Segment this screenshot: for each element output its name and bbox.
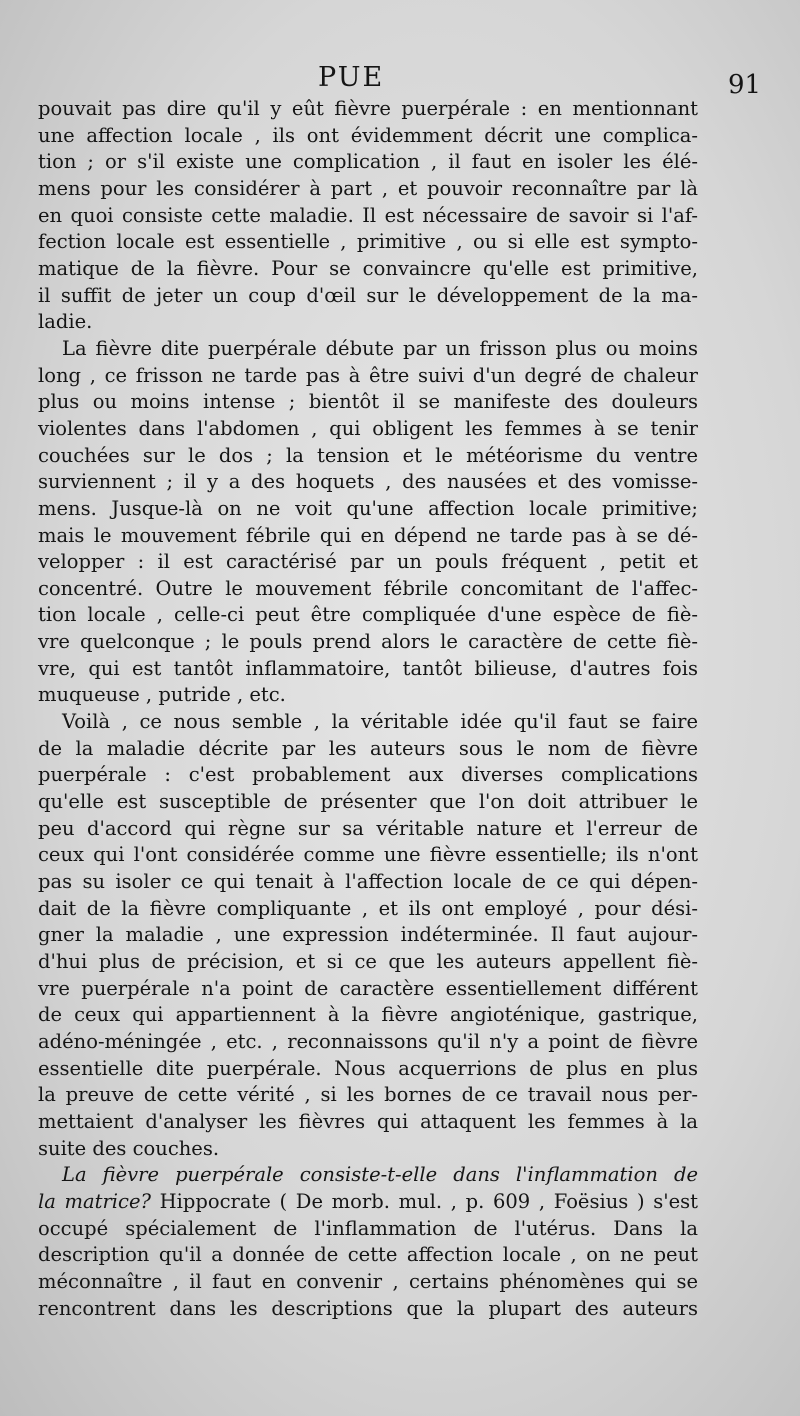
text-line: peu d'accord qui règne sur sa véritable nature et l'erreur de — [38, 816, 698, 840]
text-line: la preuve de cette vérité , si les bornes de ce travail nous per- — [38, 1083, 698, 1107]
text-line: matique de la fièvre. Pour se convaincre qu'elle est primitive, — [38, 256, 698, 280]
text-line: suite des couches. — [38, 1136, 220, 1160]
body-text — [38, 96, 698, 1322]
italic-question-end: la matrice? — [38, 1189, 151, 1213]
text-line: puerpérale : c'est probablement aux diverses complications — [38, 763, 698, 787]
text-line: vre, qui est tantôt inflammatoire, tantôt bilieuse, d'autres fois — [38, 656, 698, 680]
text-line-remainder: Hippocrate ( De morb. mul. , p. 609 , Foësius ) s'est — [159, 1189, 698, 1213]
text-line: couchées sur le dos ; la tension et le météorisme du ventre — [38, 443, 698, 467]
text-line: une affection locale , ils ont évidemment décrit une complica- — [38, 123, 698, 147]
text-line: vre quelconque ; le pouls prend alors le caractère de cette fiè- — [38, 630, 698, 654]
text-line: mens pour les considérer à part , et pouvoir reconnaître par là — [38, 176, 698, 200]
text-line: il suffit de jeter un coup d'œil sur le développement de la ma- — [38, 283, 698, 307]
text-line: velopper : il est caractérisé par un pouls fréquent , petit et — [38, 550, 698, 574]
page-number: 91 — [728, 70, 762, 100]
text-line: plus ou moins intense ; bientôt il se manifeste des douleurs — [38, 390, 698, 414]
text-line: dait de la fièvre compliquante , et ils ont employé , pour dési- — [38, 896, 698, 920]
text-line: méconnaître , il faut en convenir , certains phénomènes qui se — [38, 1269, 698, 1293]
text-line: violentes dans l'abdomen , qui obligent les femmes à se tenir — [38, 416, 698, 440]
text-line: essentielle dite puerpérale. Nous acquerrions de plus en plus — [38, 1056, 698, 1080]
text-line: d'hui plus de précision, et si ce que les auteurs appellent fiè- — [38, 950, 698, 973]
text-line: adéno-méningée , etc. , reconnaissons qu'il n'y a point de fièvre — [38, 1029, 698, 1053]
text-line: tion ; or s'il existe une complication , il faut en isoler les élé- — [38, 150, 698, 174]
text-line: tion locale , celle-ci peut être compliquée d'une espèce de fiè- — [38, 603, 698, 627]
text-line: de la maladie décrite par les auteurs sous le nom de fièvre — [38, 736, 698, 760]
text-line: mens. Jusque-là on ne voit qu'une affection locale primitive; — [38, 496, 698, 520]
text-line: rencontrent dans les descriptions que la plupart des auteurs — [38, 1296, 698, 1320]
text-line: gner la maladie , une expression indéterminée. Il faut aujour- — [38, 923, 698, 947]
text-line: long , ce frisson ne tarde pas à être suivi d'un degré de chaleur — [38, 363, 698, 387]
text-line: mais le mouvement fébrile qui en dépend ne tarde pas à se dé- — [38, 523, 698, 547]
text-line: qu'elle est susceptible de présenter que l'on doit attribuer le — [38, 790, 698, 814]
text-line: vre puerpérale n'a point de caractère essentiellement différent — [38, 976, 698, 1000]
text-line: muqueuse , putride , etc. — [38, 683, 286, 707]
text-line: de ceux qui appartiennent à la fièvre angioténique, gastrique, — [38, 1003, 698, 1027]
text-line: pouvait pas dire qu'il y eût fièvre puerpérale : en mentionnant — [38, 97, 698, 120]
text-line: mettaient d'analyser les fièvres qui attaquent les femmes à la — [38, 1109, 698, 1133]
text-line-mixed — [38, 1189, 698, 1216]
text-line: pas su isoler ce qui tenait à l'affection locale de ce qui dépen- — [38, 870, 698, 894]
text-line: La fièvre dite puerpérale débute par un frisson plus ou moins — [62, 336, 698, 360]
text-line: surviennent ; il y a des hoquets , des nausées et des vomisse- — [38, 470, 698, 494]
text-line: fection locale est essentielle , primitive , ou si elle est sympto- — [38, 230, 698, 254]
page-header — [0, 60, 800, 100]
text-line: concentré. Outre le mouvement fébrile concomitant de l'affec- — [38, 576, 698, 600]
text-line: ceux qui l'ont considérée comme une fièvre essentielle; ils n'ont — [38, 843, 698, 867]
text-line: description qu'il a donnée de cette affection locale , on ne peut — [38, 1243, 698, 1267]
text-line: occupé spécialement de l'inflammation de l'utérus. Dans la — [38, 1216, 698, 1240]
italic-question-line: La fièvre puerpérale consiste-t-elle dans l'inflammation de — [62, 1163, 698, 1187]
running-head: PUE — [318, 62, 385, 93]
text-line: ladie. — [38, 310, 93, 334]
text-line: Voilà , ce nous semble , la véritable idée qu'il faut se faire — [62, 710, 698, 734]
text-line: en quoi consiste cette maladie. Il est nécessaire de savoir si l'af- — [38, 203, 698, 227]
